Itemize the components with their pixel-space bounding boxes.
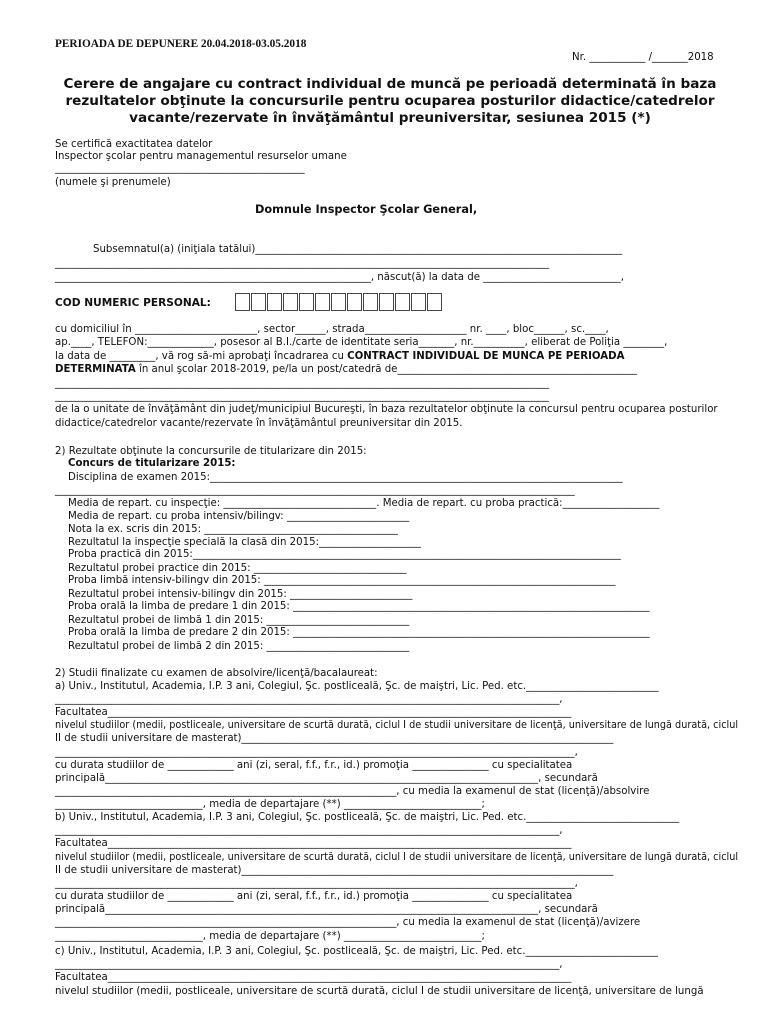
section-results-heading: 2) Rezultate obţinute la concursurile de titularizare din 2015:	[55, 446, 367, 457]
studies-b-line: Facultatea___________________________________________________________________________________________	[55, 838, 572, 849]
results-row: Proba limbă intensiv-bilingv din 2015: _____________________________________________________________________	[68, 575, 616, 586]
studies-b-line: cu durata studiilor de _____________ ani (zi, seral, f.f., f.r., id.) promoţia _______________ cu specialitatea	[55, 891, 573, 902]
cnp-digit-box[interactable]	[395, 293, 410, 311]
studies-b-line: principală_____________________________________________________________________________________, secundară	[55, 904, 598, 915]
document-title-line-2: rezultatelor obţinute la concursurile pentru ocuparea posturilor didactice/catedrelor	[65, 93, 715, 109]
results-row: Media de repart. cu proba intensiv/bilingv: ________________________	[68, 511, 410, 522]
cnp-digit-box[interactable]	[379, 293, 394, 311]
unit-line-2: didactice/catedrelor vacante/rezervate în învăţământul preuniversitar din 2015.	[55, 418, 463, 429]
results-row: Rezultatul probei intensiv-bilingv din 2015: ________________________	[68, 589, 413, 600]
certify-signature-line: _________________________________________________	[55, 163, 305, 174]
studies-b-line: II de studii universitare de masterat)_________________________________________________________________________	[55, 865, 614, 876]
studies-b-line: ___________________________________________________________________________________________________,	[55, 825, 563, 836]
post-blank-line-2: _________________________________________________________________________________________________	[55, 391, 550, 402]
unit-line-1: de la o unitate de învăţământ din judeţ/municipiul Bucureşti, în baza rezultatelor obţinute la concursul pentru ocuparea posturilor	[55, 404, 718, 415]
studies-a-line: ___________________________________________________________________, cu media la examenul de stat (licenţă)/absolvire	[55, 786, 650, 797]
cnp-digit-box[interactable]	[235, 293, 250, 311]
cnp-digit-box[interactable]	[331, 293, 346, 311]
cnp-digit-box[interactable]	[283, 293, 298, 311]
post-blank-line-1: _________________________________________________________________________________________________	[55, 378, 550, 389]
studies-c-line: ___________________________________________________________________________________________________,	[55, 959, 563, 970]
results-row: Rezultatul probei practice din 2015: ______________________________	[68, 563, 407, 574]
salutation: Domnule Inspector Şcolar General,	[255, 203, 478, 216]
cnp-digit-box[interactable]	[267, 293, 282, 311]
studies-c-line: Facultatea___________________________________________________________________________________________	[55, 972, 572, 983]
document-title-line-1: Cerere de angajare cu contract individual de muncă pe perioadă determinată în baza	[63, 76, 717, 92]
intro-line-3: ______________________________________________________________, născut(ă) la data de ___________________________,	[55, 272, 625, 283]
studies-c-line: c) Univ., Institutul, Academia, I.P. 3 ani, Colegiul, Şc. postliceală, Şc. de maiştri, Lic. Ped. etc.__________________________	[55, 946, 658, 957]
studies-a-line: a) Univ., Institutul, Academia, I.P. 3 ani, Colegiul, Şc. postliceală, Şc. de maiştri, Lic. Ped. etc.__________________________	[55, 681, 659, 692]
section-results-subheading: Concurs de titularizare 2015:	[68, 458, 236, 469]
results-row: Rezultatul probei de limbă 2 din 2015: ____________________________	[68, 641, 410, 652]
submission-period: PERIOADA DE DEPUNERE 20.04.2018-03.05.2018	[55, 38, 307, 50]
cnp-digit-box[interactable]	[251, 293, 266, 311]
cnp-digit-box[interactable]	[299, 293, 314, 311]
address-line-3: la data de _________, vă rog să-mi aprobaţi încadrarea cu CONTRACT INDIVIDUAL DE MUNCA PE PERIOADA	[55, 351, 625, 362]
section-studies-heading: 2) Studii finalizate cu examen de absolvire/licenţă/bacalaureat:	[55, 668, 378, 679]
studies-b-line: nivelul studiilor (medii, postliceale, universitare de scurtă durată, ciclul I de studii universitare de licenţă, universitare de lungă durată, ciclul	[55, 852, 739, 863]
results-row: Media de repart. cu inspecţie: ______________________________. Media de repart. cu proba practică:___________________	[68, 498, 660, 509]
studies-a-line: II de studii universitare de masterat)_________________________________________________________________________	[55, 733, 614, 744]
cnp-digit-box[interactable]	[411, 293, 426, 311]
results-row: ______________________________________________________________________________________________________	[55, 485, 575, 496]
address-line-4: DETERMINATA în anul şcolar 2018-2019, pe/la un post/catedră de_______________________________________________	[55, 364, 637, 375]
results-row: Rezultatul la inspecţie specială la clasă din 2015:____________________	[68, 537, 421, 548]
document-title-line-3: vacante/rezervate în învăţământul preuniversitar, sesiunea 2015 (*)	[129, 110, 651, 126]
results-row: Nota la ex. scris din 2015: ______________________________________	[68, 524, 398, 535]
studies-a-line: _____________________________, media de departajare (**) ___________________________;	[55, 799, 485, 810]
cnp-digit-box[interactable]	[315, 293, 330, 311]
studies-a-line: Facultatea___________________________________________________________________________________________	[55, 707, 572, 718]
address-line-1: cu domiciliul în ________________________, sector______, strada____________________ nr. ____, bloc______, sc.____,	[55, 324, 609, 335]
registration-number: Nr. ___________ /_______2018	[572, 52, 714, 63]
certify-name-caption: (numele şi prenumele)	[55, 177, 171, 188]
cnp-digit-box[interactable]	[347, 293, 362, 311]
results-row: Rezultatul probei de limbă 1 din 2015: ____________________________	[68, 615, 410, 626]
intro-line-2: _________________________________________________________________________________________________	[55, 258, 550, 269]
address-line-2: ap.____, TELEFON:_____________, posesor al B.I./carte de identitate seria_______, nr.__________, eliberat de Poliţia ________,	[55, 337, 668, 348]
certify-line-1: Se certifică exactitatea datelor	[55, 139, 213, 150]
results-row: Proba orală la limba de predare 2 din 2015: ______________________________________________________________________	[68, 627, 650, 638]
intro-line-1: Subsemnatul(a) (iniţiala tatălui)________________________________________________________________________	[93, 244, 623, 255]
cnp-digit-box[interactable]	[363, 293, 378, 311]
studies-a-line: nivelul studiilor (medii, postliceale, universitare de scurtă durată, ciclul I de studii universitare de licenţă, universitare de lungă durată, ciclul	[55, 720, 739, 731]
studies-b-line: _____________________________, media de departajare (**) ___________________________;	[55, 931, 485, 942]
certify-line-2: Inspector şcolar pentru managementul resurselor umane	[55, 151, 347, 162]
results-row: Proba practică din 2015:____________________________________________________________________________________	[68, 549, 621, 560]
studies-a-line: ___________________________________________________________________________________________________,	[55, 694, 563, 705]
studies-a-line: cu durata studiilor de _____________ ani (zi, seral, f.f., f.r., id.) promoţia _______________ cu specialitatea	[55, 760, 573, 771]
studies-b-line: b) Univ., Institutul, Academia, I.P. 3 ani, Colegiul, Şc. postliceală, Şc. de maiştri, Lic. Ped. etc.______________________________	[55, 812, 680, 823]
cnp-digit-box[interactable]	[427, 293, 442, 311]
cnp-label: COD NUMERIC PERSONAL:	[55, 297, 211, 309]
studies-c-line: nivelul studiilor (medii, postliceale, universitare de scurtă durată, ciclul I de studii universitare de licenţă, universitare de lungă	[55, 986, 704, 997]
studies-b-line: ___________________________________________________________________, cu media la examenul de stat (licenţă)/avizere	[55, 917, 641, 928]
results-row: Proba orală la limba de predare 1 din 2015: ______________________________________________________________________	[68, 601, 650, 612]
studies-a-line: ______________________________________________________________________________________________________,	[55, 747, 578, 758]
studies-a-line: principală_____________________________________________________________________________________, secundară	[55, 773, 598, 784]
studies-b-line: ______________________________________________________________________________________________________,	[55, 878, 578, 889]
results-row: Disciplina de examen 2015:_________________________________________________________________________________	[68, 472, 623, 483]
